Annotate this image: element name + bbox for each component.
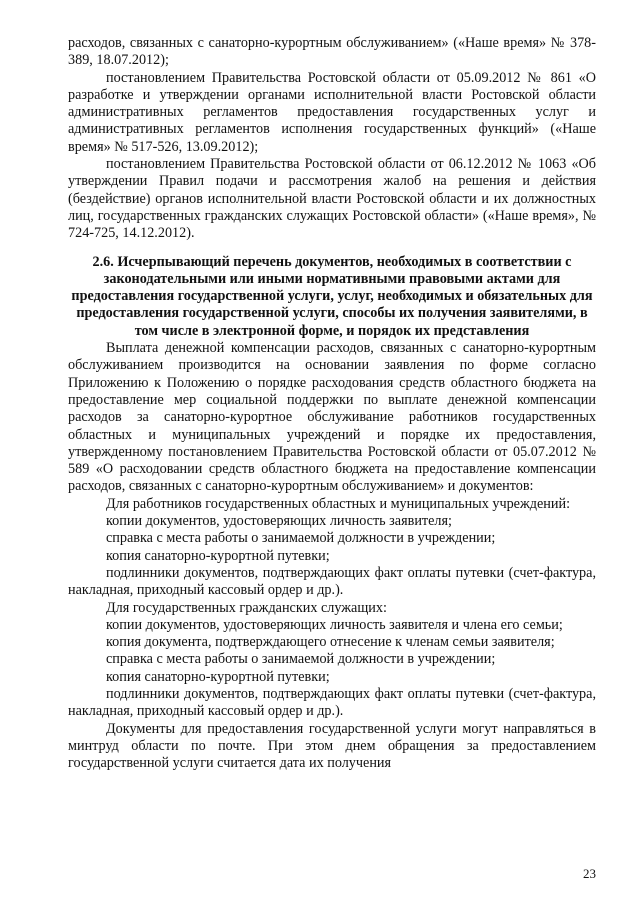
list-item: справка с места работы о занимаемой должности в учреждении;	[106, 530, 496, 547]
list-item: копии документов, удостоверяющих личность заявителя;	[106, 513, 452, 530]
page-content	[68, 35, 596, 772]
list-item: подлинники документов, подтверждающих факт оплаты путевки (счет-фактура, накладная, приходный кассовый ордер и др.).	[68, 564, 596, 599]
paragraph: Для работников государственных областных и муниципальных учреждений:	[106, 495, 571, 512]
paragraph: Выплата денежной компенсации расходов, связанных с санаторно-курортным обслуживанием производится на основании заявления по форме согласно Приложению к Положению о порядке расходования средств областного бюджета на предоставление мер социальной поддержки по выплате денежной компенсации расходов за санаторно-курортное обслуживание работников государственных областных и муниципальных учреждений и порядке их предоставления, утвержденному постановлением Правительства Ростовской области от 05.07.2012 № 589 «О расходовании средств областного бюджета на предоставление компенсации расходов, связанных с санаторно-курортным обслуживанием» и документов:	[68, 340, 596, 495]
paragraph: постановлением Правительства Ростовской области от 06.12.2012 № 1063 «Об утверждении Правил подачи и рассмотрения жалоб на решения и действия (бездействие) органов исполнительной власти Ростовской области и их должностных лиц, государственных гражданских служащих Ростовской области» («Наше время», № 724-725, 14.12.2012).	[68, 156, 596, 242]
section-heading: 2.6. Исчерпывающий перечень документов, необходимых в соответствии с законодательными или иными нормативными правовыми актами для предоставления государственной услуги, услуг, необходимых и обязательных для предоставления государственной услуги, способы их получения заявителями, в том числе в электронной форме, и порядок их представления	[71, 253, 593, 339]
page-number: 23	[583, 866, 596, 881]
paragraph: постановлением Правительства Ростовской области от 05.09.2012 № 861 «О разработке и утверждении органами исполнительной власти Ростовской области административных регламентов предоставления государственных услуг и административных регламентов исполнения государственных функций» («Наше время» № 517-526, 13.09.2012);	[68, 69, 596, 155]
list-item: копии документов, удостоверяющих личность заявителя и члена его семьи;	[106, 616, 563, 633]
list-item: копия санаторно-курортной путевки;	[106, 547, 330, 564]
paragraph: расходов, связанных с санаторно-курортным обслуживанием» («Наше время» № 378-389, 18.07.2012);	[68, 35, 596, 69]
list-item: справка с места работы о занимаемой должности в учреждении;	[106, 651, 496, 668]
list-item: копия санаторно-курортной путевки;	[106, 668, 330, 685]
paragraph: Документы для предоставления государственной услуги могут направляться в минтруд области по почте. При этом днем обращения за предоставлением государственной услуги считается дата их получения	[68, 720, 596, 772]
paragraph: Для государственных гражданских служащих:	[106, 599, 387, 616]
list-item: копия документа, подтверждающего отнесение к членам семьи заявителя;	[106, 634, 555, 651]
list-item: подлинники документов, подтверждающих факт оплаты путевки (счет-фактура, накладная, приходный кассовый ордер и др.).	[68, 685, 596, 720]
